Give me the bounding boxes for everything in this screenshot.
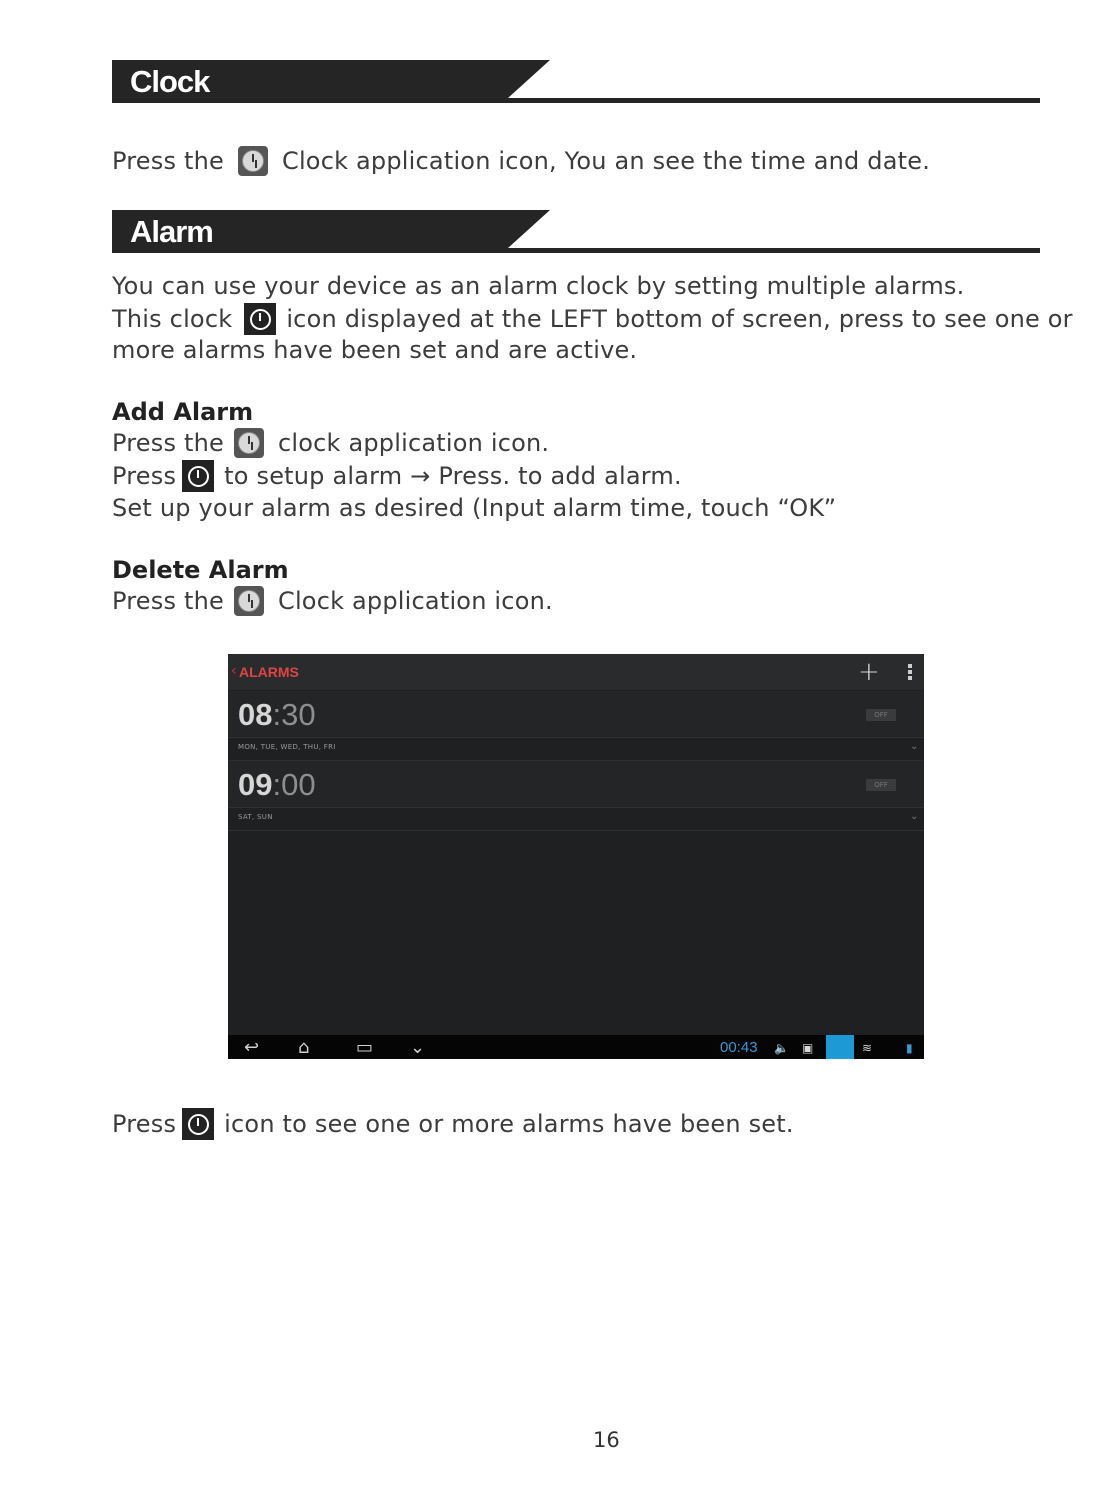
delete-alarm-heading: Delete Alarm xyxy=(112,556,289,584)
section-title-alarm: Alarm xyxy=(130,214,213,249)
clock-instruction: Press the Clock application icon, You an see the time and date. xyxy=(112,147,931,175)
final-instruction: Press icon to see one or more alarms have been set. xyxy=(112,1110,794,1138)
add-alarm-line1: Press the clock application icon. xyxy=(112,429,550,457)
alarm-toggle[interactable]: OFF xyxy=(866,779,896,791)
capture-indicator-icon xyxy=(826,1035,854,1059)
expand-chevron-icon[interactable]: ⌄ xyxy=(910,741,919,752)
alarm-clock-icon xyxy=(244,303,276,335)
alarm-intro-line3: more alarms have been set and are active. xyxy=(112,336,638,364)
alarm-days: MON, TUE, WED, THU, FRI xyxy=(238,743,336,751)
add-alarm-button[interactable]: + xyxy=(858,657,880,687)
nav-home-icon[interactable]: ⌂ xyxy=(298,1037,310,1058)
wifi-icon: ≋ xyxy=(862,1041,873,1055)
add-alarm-line3: Set up your alarm as desired (Input alarm time, touch “OK” xyxy=(112,494,837,522)
alarms-title: ALARMS xyxy=(239,664,299,680)
battery-icon: ▮ xyxy=(906,1041,913,1055)
alarm-days: SAT, SUN xyxy=(238,813,273,821)
page-number: 16 xyxy=(593,1428,620,1452)
alarm-clock-icon xyxy=(182,460,214,492)
nav-back-icon[interactable]: ↩ xyxy=(244,1037,260,1058)
alarm-days-row[interactable] xyxy=(228,738,924,761)
banner-shape xyxy=(112,60,1040,106)
overflow-menu-icon[interactable] xyxy=(908,664,912,682)
alarm-intro-line1: You can use your device as an alarm clock by setting multiple alarms. xyxy=(112,272,965,300)
volume-icon: 🔈 xyxy=(774,1041,789,1055)
action-bar xyxy=(228,654,924,690)
add-alarm-line2: Press to setup alarm → Press. to add alarm. xyxy=(112,462,682,490)
alarm-time: 08:30 xyxy=(238,697,316,732)
alarms-screenshot xyxy=(228,654,924,1059)
expand-chevron-icon[interactable]: ⌄ xyxy=(910,811,919,822)
add-alarm-heading: Add Alarm xyxy=(112,398,254,426)
system-nav-bar xyxy=(228,1035,924,1059)
clock-app-icon xyxy=(234,428,264,458)
clock-section-banner xyxy=(112,60,1040,106)
screenshot-icon: ▣ xyxy=(802,1041,814,1055)
status-clock: 00:43 xyxy=(720,1039,758,1056)
section-title-clock: Clock xyxy=(130,64,210,99)
banner-shape xyxy=(112,210,1040,256)
back-arrow-icon[interactable]: ‹ xyxy=(231,663,237,679)
alarm-row[interactable] xyxy=(228,761,924,808)
clock-app-icon xyxy=(238,146,268,176)
alarm-clock-icon xyxy=(182,1108,214,1140)
nav-menu-icon[interactable]: ⌄ xyxy=(410,1037,426,1058)
alarm-days-row[interactable] xyxy=(228,808,924,831)
alarm-row[interactable] xyxy=(228,691,924,738)
nav-recent-icon[interactable]: ▭ xyxy=(356,1037,374,1058)
alarm-toggle[interactable]: OFF xyxy=(866,709,896,721)
clock-app-icon xyxy=(234,586,264,616)
alarm-section-banner xyxy=(112,210,1040,256)
alarm-intro-line2: This clock icon displayed at the LEFT bottom of screen, press to see one or xyxy=(112,305,1073,333)
delete-alarm-line1: Press the Clock application icon. xyxy=(112,587,553,615)
alarm-time: 09:00 xyxy=(238,767,316,802)
